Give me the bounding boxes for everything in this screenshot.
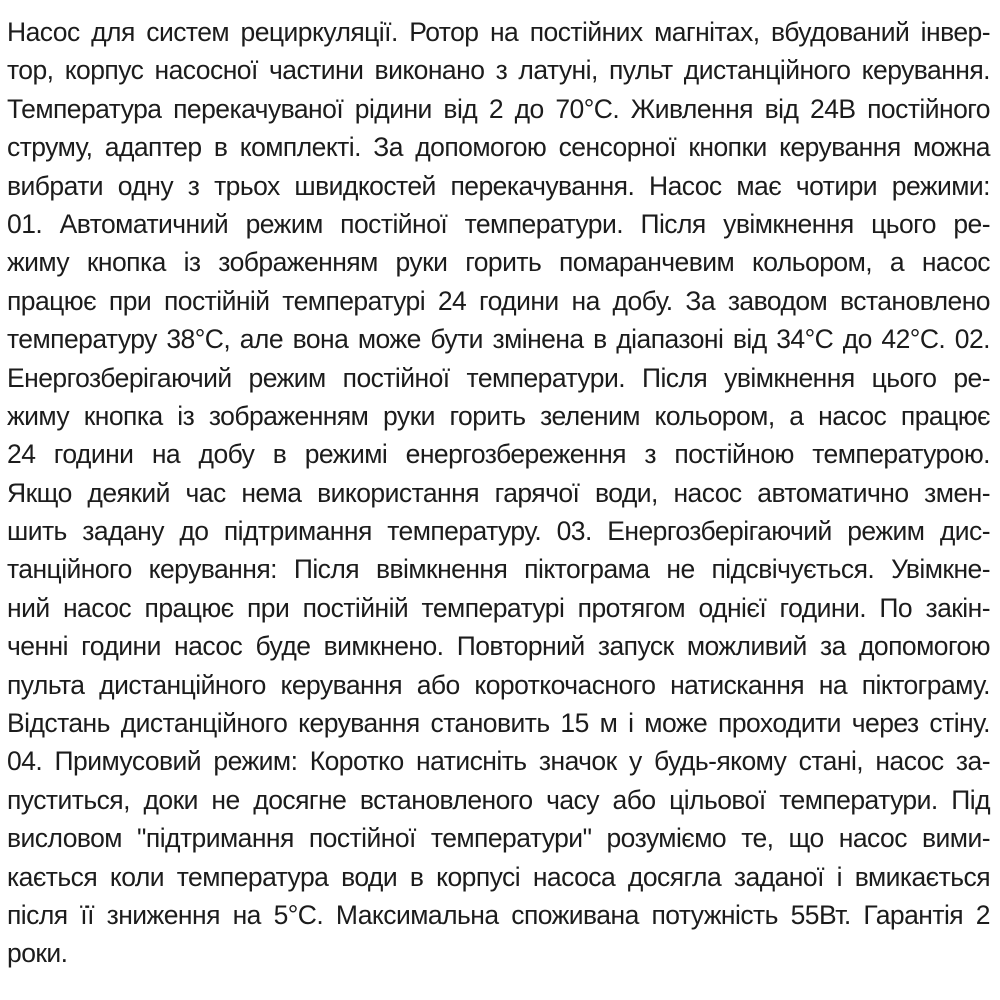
- text-line: кається коли температура води в корпусі насоса досягла заданої і вмикається: [7, 861, 990, 892]
- text-line: Якщо деякий час нема використання гарячої води, насос автоматично змен-: [7, 477, 990, 508]
- text-line: 01. Автоматичний режим постійної температури. Після увімкнення цього ре-: [7, 208, 990, 239]
- text-line: ний насос працює при постійній температурі протягом однієї години. По закін-: [7, 592, 990, 623]
- text-line: Насос для систем рециркуляції. Ротор на постійних магнітах, вбудований інвер-: [7, 17, 990, 47]
- text-line: жиму кнопка із зображенням руки горить зеленим кольором, а насос працює: [7, 400, 990, 431]
- text-line: ченні години насос буде вимкнено. Повторний запуск можливий за допомогою: [7, 631, 990, 662]
- text-line: струму, адаптер в комплекті. За допомогою сенсорної кнопки керування можна: [7, 132, 990, 163]
- text-line: танційного керування: Після ввімкнення піктограма не підсвічується. Увімкне-: [7, 554, 990, 585]
- text-line: висловом "підтримання постійної температури" розуміємо те, що насос вими-: [7, 823, 990, 854]
- text-line: пульта дистанційного керування або короткочасного натискання на піктограму.: [7, 669, 990, 700]
- text-line: температуру 38°С, але вона може бути змінена в діапазоні від 34°С до 42°С. 02.: [7, 324, 990, 355]
- text-line: жиму кнопка із зображенням руки горить помаранчевим кольором, а насос: [7, 247, 990, 278]
- text-line: після її зниження на 5°С. Максимальна споживана потужність 55Вт. Гарантія 2: [7, 899, 990, 930]
- text-line: роки.: [7, 938, 68, 969]
- text-line: 04. Примусовий режим: Коротко натисніть значок у будь-якому стані, насос за-: [7, 746, 990, 777]
- text-line: тор, корпус насосної частини виконано з латуні, пульт дистанційного керування.: [7, 55, 990, 86]
- text-line: Енергозберігаючий режим постійної температури. Після увімкнення цього ре-: [7, 362, 990, 393]
- text-line: працює при постійній температурі 24 години на добу. За заводом встановлено: [7, 285, 990, 316]
- text-line: вибрати одну з трьох швидкостей перекачування. Насос має чотири режими:: [7, 170, 990, 201]
- text-line: Температура перекачуваної рідини від 2 до 70°С. Живлення від 24В постійного: [7, 93, 990, 124]
- text-line: 24 години на добу в режимі енергозбереження з постійною температурою.: [7, 439, 990, 470]
- text-line: шить задану до підтримання температуру. 03. Енергозберігаючий режим дис-: [7, 516, 990, 547]
- text-line: пуститься, доки не досягне встановленого часу або цільової температури. Під: [7, 784, 990, 815]
- product-description: [7, 13, 990, 973]
- text-line: Відстань дистанційного керування становить 15 м і може проходити через стіну.: [7, 708, 990, 739]
